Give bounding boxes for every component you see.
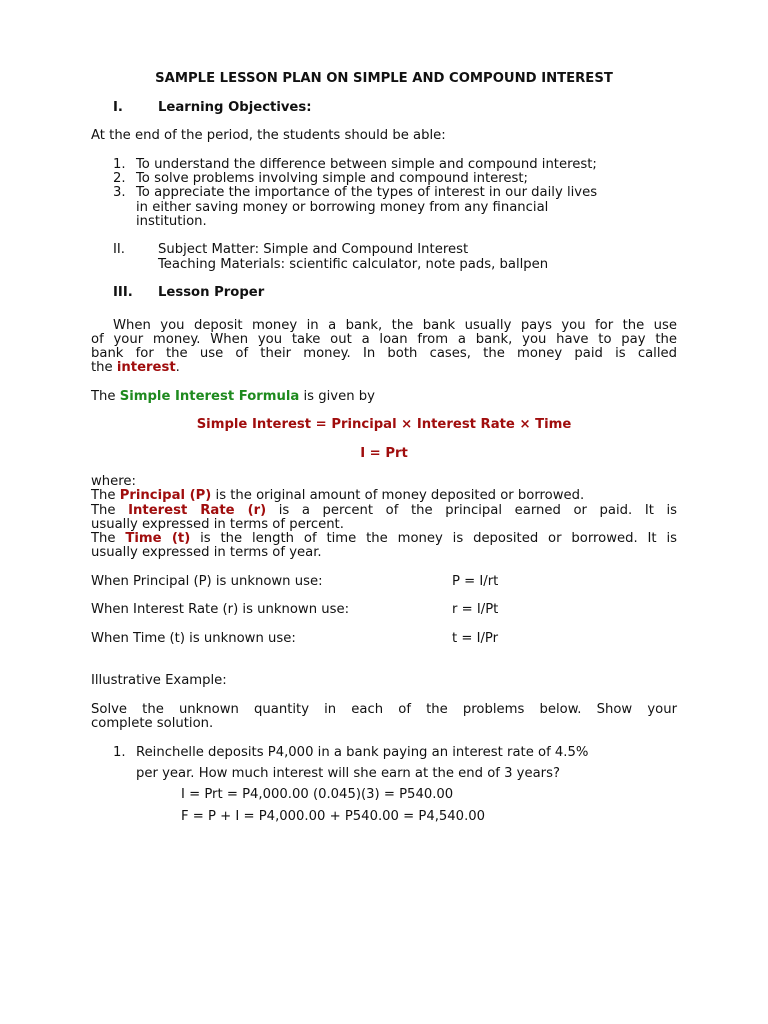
paragraph-line: bank for the use of their money. In both cases, the money paid is called [91, 346, 677, 361]
unknown-formula: r = I/Pt [452, 602, 499, 617]
unknown-label: When Interest Rate (r) is unknown use: [91, 602, 350, 617]
intro-text: At the end of the period, the students should be able: [91, 128, 446, 143]
document-title: SAMPLE LESSON PLAN ON SIMPLE AND COMPOUND INTEREST [155, 71, 613, 86]
paragraph-line: of your money. When you take out a loan from a bank, you have to pay the [91, 332, 677, 347]
definition-pre: The [91, 531, 116, 546]
unknown-formula: P = I/rt [452, 574, 499, 589]
subject-matter: Subject Matter: Simple and Compound Interest [158, 242, 469, 257]
definition-text: is the length of time the money is deposited or borrowed. It is [200, 531, 677, 546]
principal-term: Principal (P) [119, 488, 212, 503]
interest-rate-term: Interest Rate (r) [128, 503, 267, 518]
objective-number: 3. [113, 185, 126, 200]
simple-interest-formula-term: Simple Interest Formula [119, 389, 300, 404]
definition-text: is the original amount of money deposited or borrowed. [215, 488, 585, 503]
objective-text: To solve problems involving simple and compound interest; [136, 171, 529, 186]
definition-rate-line2: usually expressed in terms of percent. [91, 517, 344, 532]
paragraph-line: When you deposit money in a bank, the bank usually pays you for the use [113, 318, 677, 333]
formula-intro [91, 390, 375, 404]
definition-pre: The [91, 488, 116, 503]
unknown-label: When Principal (P) is unknown use: [91, 574, 323, 589]
illustrative-example-label: Illustrative Example: [91, 673, 227, 688]
formula-intro-pre: The [91, 389, 116, 404]
objective-text: institution. [136, 214, 207, 229]
section-3-numeral: III. [113, 285, 133, 300]
interest-term: interest [116, 360, 176, 375]
example-solution-line: I = Prt = P4,000.00 (0.045)(3) = P540.00 [181, 787, 454, 802]
example-problem-line: per year. How much interest will she earn at the end of 3 years? [136, 766, 560, 781]
paragraph-line [91, 361, 180, 375]
formula-words: Simple Interest = Principal × Interest Rate × Time [196, 417, 572, 432]
instructions-line: Solve the unknown quantity in each of the problems below. Show your [91, 702, 677, 717]
objective-text: in either saving money or borrowing money from any financial [136, 200, 549, 215]
objective-text: To understand the difference between simple and compound interest; [136, 157, 597, 172]
paragraph-text: . [175, 360, 180, 375]
definition-time-line2: usually expressed in terms of year. [91, 545, 322, 560]
instructions-line: complete solution. [91, 716, 214, 731]
objective-text: To appreciate the importance of the types of interest in our daily lives [136, 185, 598, 200]
unknown-formula: t = I/Pr [452, 631, 499, 646]
definition-pre: The [91, 503, 116, 518]
section-1-numeral: I. [113, 100, 123, 115]
definition-principal [91, 489, 584, 503]
section-2-numeral: II. [113, 242, 125, 257]
example-number: 1. [113, 745, 126, 760]
section-3-heading: Lesson Proper [158, 285, 265, 300]
unknown-label: When Time (t) is unknown use: [91, 631, 296, 646]
formula-intro-post: is given by [303, 389, 375, 404]
paragraph-text: the [91, 360, 113, 375]
example-problem-line: Reinchelle deposits P4,000 in a bank paying an interest rate of 4.5% [136, 745, 589, 760]
formula-symbols: I = Prt [360, 446, 408, 461]
objective-number: 2. [113, 171, 126, 186]
time-term: Time (t) [125, 531, 191, 546]
where-label: where: [91, 474, 136, 489]
section-1-heading: Learning Objectives: [158, 100, 312, 115]
definition-text: is a percent of the principal earned or paid. It is [278, 503, 678, 518]
teaching-materials: Teaching Materials: scientific calculator, note pads, ballpen [158, 257, 549, 272]
example-solution-line: F = P + I = P4,000.00 + P540.00 = P4,540.00 [181, 809, 486, 824]
objective-number: 1. [113, 157, 126, 172]
